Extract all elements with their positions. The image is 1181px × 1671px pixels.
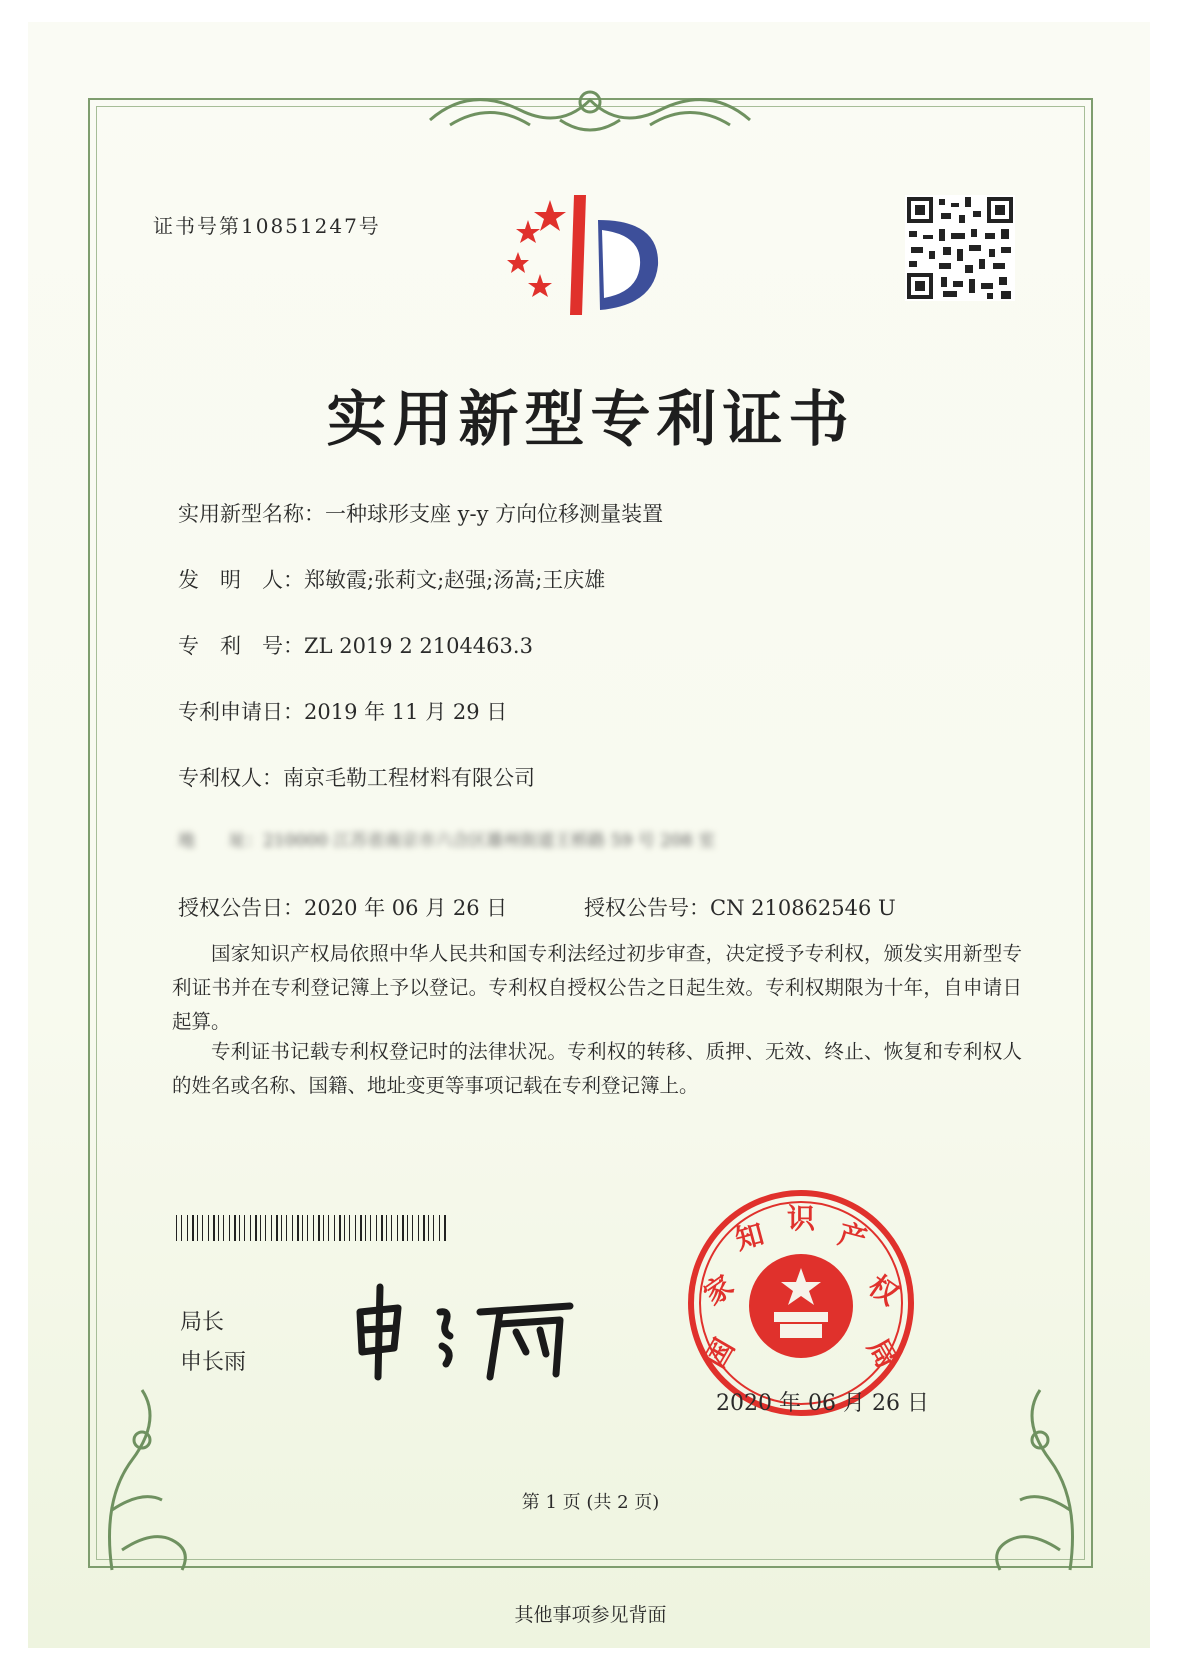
field-inventor-label: 发 明 人：	[178, 568, 304, 592]
footer-note: 其他事项参见背面	[514, 1604, 667, 1626]
field-holder-row	[178, 762, 535, 792]
field-address-label: 地 址：	[178, 831, 263, 851]
svg-text:识: 识	[786, 1202, 816, 1235]
seal-date: 2020 年 06 月 26 日	[716, 1391, 929, 1416]
qr-code-icon	[905, 195, 1015, 301]
field-address-row	[178, 826, 715, 851]
field-grant-date-value: 2020 年 06 月 26 日	[304, 896, 508, 920]
field-apply-date-label: 专利申请日：	[178, 700, 304, 724]
field-grant-date-row	[178, 892, 507, 922]
field-inventor-value: 郑敏霞;张莉文;赵强;汤嵩;王庆雄	[304, 568, 606, 592]
corner-ornament-icon	[980, 1380, 1090, 1580]
field-inventor-row	[178, 564, 605, 594]
official-seal-icon	[686, 1188, 916, 1418]
top-ornament-icon	[410, 80, 770, 140]
field-patent-no-row	[178, 630, 533, 660]
director-name: 申长雨	[180, 1350, 247, 1375]
certificate-title: 实用新型专利证书	[326, 385, 855, 455]
field-name-row	[178, 498, 663, 528]
cnipa-logo-icon	[500, 190, 670, 320]
svg-text:局: 局	[860, 1332, 904, 1374]
svg-text:国: 国	[698, 1332, 742, 1374]
field-apply-date-value: 2019 年 11 月 29 日	[304, 700, 508, 724]
field-holder-label: 专利权人：	[178, 766, 283, 790]
page-number: 第 1 页 (共 2 页)	[521, 1492, 660, 1513]
field-grant-no-value: CN 210862546 U	[710, 896, 896, 920]
svg-text:产: 产	[834, 1217, 871, 1257]
field-patent-no-label: 专 利 号：	[178, 634, 304, 658]
svg-text:知: 知	[731, 1217, 768, 1257]
field-address-value: 210000 江苏省南京市六合区雄州街道王桥路 59 号 208 室	[263, 831, 715, 851]
signature-icon	[350, 1282, 580, 1382]
statement-paragraph-1: 国家知识产权局依照中华人民共和国专利法经过初步审查，决定授予专利权，颁发实用新型专利证书并在专利登记簿上予以登记。专利权自授权公告之日起生效。专利权期限为十年，自申请日起算。	[172, 942, 1022, 1033]
statement-paragraph-2: 专利证书记载专利权登记时的法律状况。专利权的转移、质押、无效、终止、恢复和专利权人的姓名或名称、国籍、地址变更等事项记载在专利登记簿上。	[172, 1040, 1022, 1097]
certificate-number: 证书号第10851247号	[153, 214, 381, 238]
field-holder-value: 南京毛勒工程材料有限公司	[283, 766, 535, 790]
svg-text:家: 家	[697, 1268, 740, 1312]
barcode-icon	[176, 1215, 450, 1241]
field-grant-date-label: 授权公告日：	[178, 896, 304, 920]
corner-ornament-icon	[92, 1380, 202, 1580]
field-name-value: 一种球形支座 y-y 方向位移测量装置	[325, 502, 664, 526]
national-emblem-icon	[749, 1254, 853, 1358]
field-grant-no-row	[584, 892, 896, 922]
director-title: 局长	[180, 1310, 225, 1335]
svg-text:权: 权	[862, 1268, 905, 1312]
field-grant-no-label: 授权公告号：	[584, 896, 710, 920]
field-apply-date-row	[178, 696, 507, 726]
field-name-label: 实用新型名称：	[178, 502, 325, 526]
field-patent-no-value: ZL 2019 2 2104463.3	[304, 634, 533, 658]
